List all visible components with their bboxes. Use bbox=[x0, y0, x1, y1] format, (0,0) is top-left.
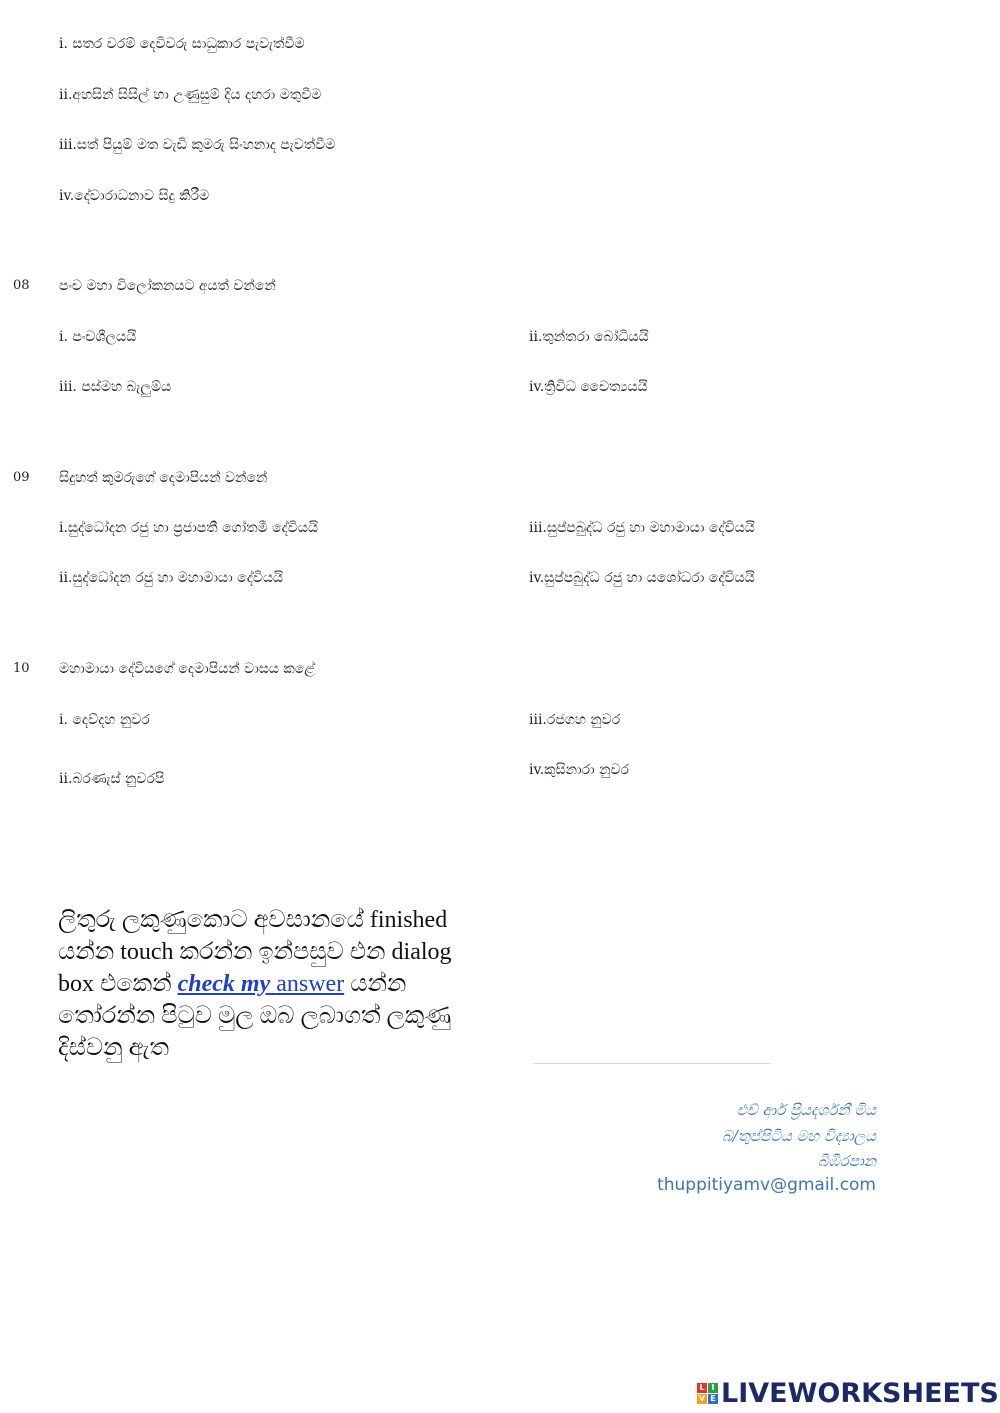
logo-letter-e: E bbox=[708, 1394, 718, 1404]
q10-option-3[interactable]: iii.රජගහ නුවර bbox=[529, 712, 621, 728]
q8-option-4[interactable]: iv.ත්‍රිවිධ චෛත්‍යයයි bbox=[529, 379, 648, 395]
q8-option-1[interactable]: i. පංචශීලයයි bbox=[59, 329, 137, 345]
brand-name: LIVEWORKSHEETS bbox=[721, 1377, 999, 1409]
instruction-line-1: ලිතුරු ලකුණුකොට අවසානයේ finished bbox=[58, 907, 448, 933]
logo-letter-i: I bbox=[708, 1383, 718, 1393]
logo-icon bbox=[697, 1383, 718, 1404]
q7-option-2: ii.අහසින් සිසිල් හා උණුසුම් දිය දහරා මතුවීම bbox=[59, 87, 322, 103]
q7-option-3: iii.සත් පියුම් මත වැඩි කුමරු සිංහනාද පැවත්වීම bbox=[59, 137, 336, 153]
q8-option-3[interactable]: iii. පස්මහ බැලුම්ය bbox=[59, 379, 172, 395]
instruction-line-3 bbox=[58, 968, 508, 1000]
q8-number: 08 bbox=[13, 278, 30, 293]
school-name: බ/තුප්පිටිය මහ විද්‍යාලය bbox=[721, 1127, 876, 1145]
link-my: my bbox=[240, 971, 271, 997]
author-name: එච් ආර් ප්‍රියදර්ශනී මිය bbox=[736, 1101, 876, 1119]
q10-number: 10 bbox=[13, 661, 30, 676]
instruction-line-2: යන්න touch කරන්න ඉන්පසුව එන dialog bbox=[58, 939, 452, 965]
link-answer: answer bbox=[276, 971, 345, 997]
q10-option-2[interactable]: ii.බරණැස් නුවරපි bbox=[59, 771, 165, 787]
q9-option-2[interactable]: ii.සුද්ධෝදන රජු හා මහාමායා දේවියයි bbox=[59, 570, 284, 586]
q7-option-4: iv.දේවාරාධනාව සිදු කිරීම bbox=[59, 188, 210, 204]
town-name: බිඹිරපාන bbox=[817, 1152, 876, 1170]
check-my-answer-link[interactable] bbox=[178, 971, 345, 997]
q9-option-1[interactable]: i.සුද්ධෝදන රජු හා ප්‍රජාපතී ගෝතමී දේවියයි bbox=[59, 520, 319, 536]
q7-option-1: i. සතර වරම් දෙවිවරු සාධුකාර පැවැත්වීම bbox=[59, 36, 305, 52]
author-email: thuppitiyamv@gmail.com bbox=[657, 1175, 876, 1195]
divider-line bbox=[533, 1063, 771, 1064]
q10-option-1[interactable]: i. දෙව්දහ නුවර bbox=[59, 712, 150, 728]
q8-option-2[interactable]: ii.තුන්තරා බෝධියයි bbox=[529, 329, 649, 345]
logo-letter-v: V bbox=[698, 1393, 706, 1403]
instruction-block bbox=[58, 904, 508, 1064]
q10-option-4[interactable]: iv.කුසිනාරා නුවර bbox=[529, 762, 629, 778]
q10-question: මහාමායා දේවියගේ දෙමාපියන් වාසය කළේ bbox=[59, 661, 315, 677]
q9-question: සිදුහත් කුමරුගේ දෙමාපියන් වන්නේ bbox=[59, 470, 268, 486]
liveworksheets-logo bbox=[697, 1378, 999, 1408]
instruction-line-5: දිස්වනු ඇත bbox=[58, 1035, 169, 1061]
q8-question: පංච මහා විලෝකනයට අයත් වන්නේ bbox=[59, 278, 276, 294]
q9-option-3[interactable]: iii.සුප්පබුද්ධ රජු හා මහාමායා දේවියයි bbox=[529, 520, 755, 536]
q9-number: 09 bbox=[13, 470, 30, 485]
instruction-line-4: තෝරන්න පිටුව මුල ඔබ ලබාගත් ලකුණු bbox=[58, 1003, 452, 1029]
instruction-line-3-pre: box එකෙන් bbox=[58, 971, 178, 997]
instruction-line-3-post: යන්න bbox=[344, 971, 407, 997]
q9-option-4[interactable]: iv.සුප්පබුද්ධ රජු හා යශෝධරා දේවියයි bbox=[529, 570, 755, 586]
logo-letter-l: L bbox=[697, 1383, 707, 1393]
link-check: check bbox=[177, 971, 235, 997]
